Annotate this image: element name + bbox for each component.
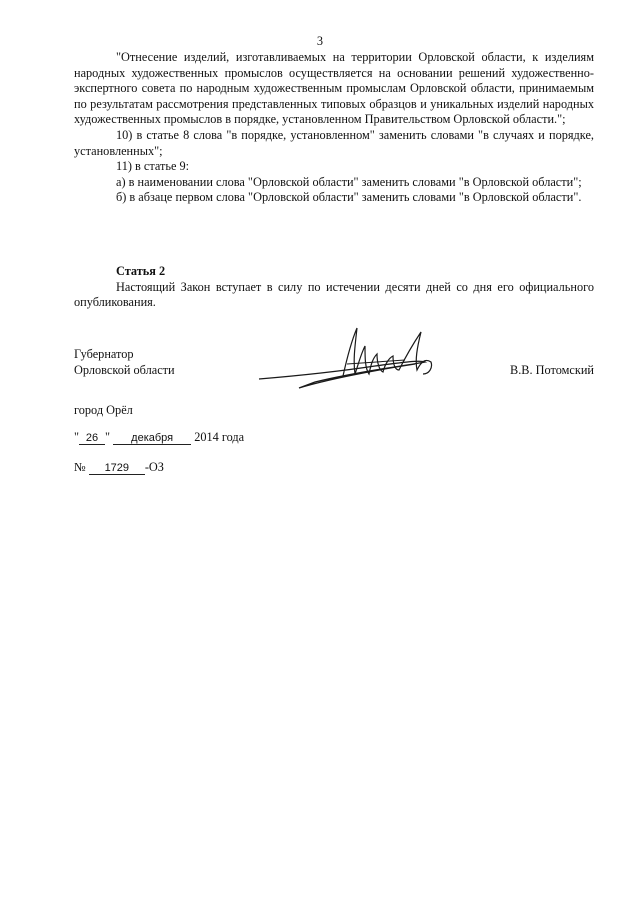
date-quote-close: " <box>105 430 111 444</box>
paragraph-item-b: б) в абзаце первом слова "Орловской области" заменить словами "в Орловской области". <box>116 190 582 205</box>
governor-title <box>74 347 175 378</box>
number-value: 1729 <box>89 462 145 475</box>
paragraph-item-11: 11) в статье 9: <box>116 159 190 174</box>
governor-title-line1: Губернатор <box>74 347 134 361</box>
date-month: декабря <box>113 432 191 445</box>
amendments-text <box>74 50 594 206</box>
paragraph-item-a: а) в наименовании слова "Орловской области" заменить словами "в Орловской области"; <box>116 174 582 189</box>
paragraph-quote: "Отнесение изделий, изготавливаемых на территории Орловской области, к изделиям народных художественных промыслов осуществляется на основании решений художественно-экспертного совета по народным художественным промыслам Орловской области, принимаемым по результатам рассмотрения представленных типовых образцов и уникальных изделий народных художественных промыслов в порядке, установленном Правительством Орловской области."; <box>74 50 594 127</box>
paragraph-item-10: 10) в статье 8 слова "в порядке, установленном" заменить словами "в случаях и порядке, установленных"; <box>74 127 594 158</box>
article-2-title: Статья 2 <box>116 264 166 278</box>
city: город Орёл <box>74 403 133 417</box>
number-suffix: -ОЗ <box>144 460 164 474</box>
page-number: 3 <box>316 34 324 48</box>
date-quote-open: " <box>74 430 80 444</box>
governor-title-line2: Орловской области <box>74 362 175 377</box>
number-prefix: № <box>74 460 86 474</box>
handwritten-signature <box>255 318 455 398</box>
governor-name: В.В. Потомский <box>510 363 594 377</box>
article-2-text: Настоящий Закон вступает в силу по истечении десяти дней со дня его официального опубликования. <box>74 279 594 310</box>
law-number <box>74 460 164 476</box>
article-2 <box>74 264 594 311</box>
signing-date <box>74 430 244 446</box>
date-year: 2014 года <box>194 430 245 444</box>
date-day: 26 <box>79 432 105 445</box>
